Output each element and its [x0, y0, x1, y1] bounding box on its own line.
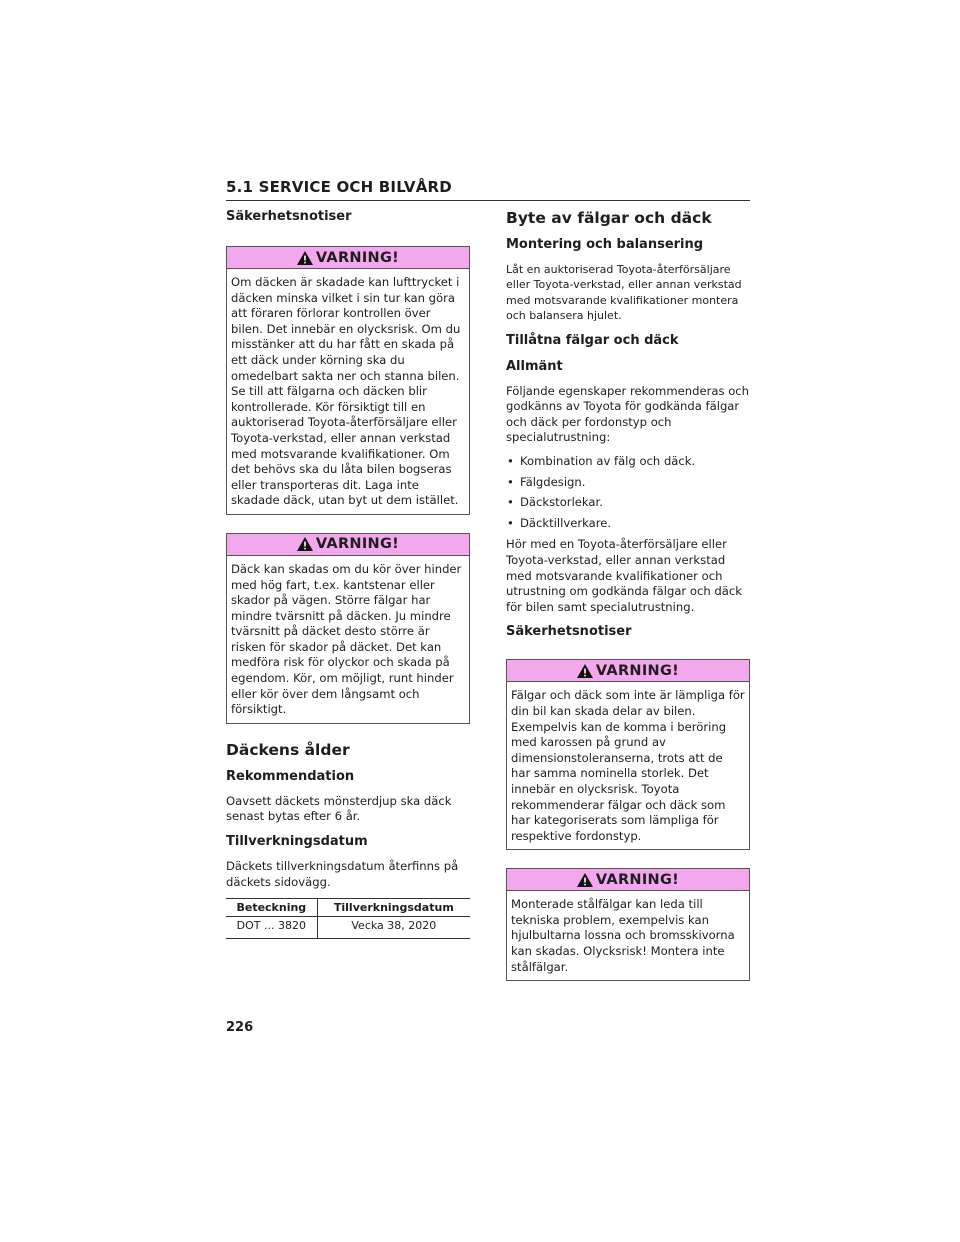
mounting-text: Låt en auktoriserad Toyota-återförsäljare eller Toyota-verkstad, eller annan verkstad med motsvarande kvalifikationer montera och balansera hjulet. [506, 263, 742, 323]
warning-label: VARNING! [595, 871, 680, 888]
table-cell: DOT ... 3820 [226, 917, 317, 939]
page-number: 226 [226, 1020, 254, 1035]
table-header-row [226, 899, 470, 917]
warning-header [227, 534, 469, 556]
warning-header [227, 247, 469, 269]
requirements-list [506, 454, 750, 531]
list-item: • Kombination av fälg och däck. [506, 454, 750, 470]
table-row [226, 917, 470, 939]
warning-text: Däck kan skadas om du kör över hinder med hög fart, t.ex. kantstenar eller skador på vägen. Större fälgar har mindre tvärsnitt på däcken. Ju mindre tvärsnitt på däcket desto större är risken för skador på däcket. Det kan medföra risk för olyckor och skada på egendom. Kör, om möjligt, runt hinder eller kör över dem långsamt och försiktigt. [231, 561, 462, 717]
warning-text: Monterade stålfälgar kan leda till tekniska problem, exempelvis kan hjulbultarna lossna och bromsskivorna kan skadas. Olycksrisk! Montera inte stålfälgar. [511, 897, 735, 974]
warning-header [507, 869, 749, 891]
table-header-cell: Tillverkningsdatum [317, 899, 470, 917]
warning-header [507, 660, 749, 682]
right-column [506, 208, 750, 997]
recommendation-text: Oavsett däckets mönsterdjup ska däck senast bytas efter 6 år. [226, 793, 452, 824]
warning-triangle-icon [577, 873, 593, 887]
warning-box-tire-damage [226, 246, 470, 515]
warning-triangle-icon [297, 251, 313, 265]
warning-label: VARNING! [315, 536, 400, 553]
safety-notices-heading: Säkerhetsnotiser [226, 209, 352, 224]
recommendation-heading: Rekommendation [226, 768, 355, 784]
manufacture-date-heading: Tillverkningsdatum [226, 834, 368, 850]
contact-text: Hör med en Toyota-återförsäljare eller Toyota-verkstad, eller annan verkstad med motsvarande kvalifikationer och utrustning om godkända fälgar och däck för bilen samt specialutrustning. [506, 537, 742, 614]
warning-box-unsuitable-rims [506, 659, 750, 850]
warning-label: VARNING! [595, 662, 680, 679]
table-cell: Vecka 38, 2020 [317, 917, 470, 939]
list-item: • Däcktillverkare. [506, 516, 750, 532]
rim-tire-change-heading: Byte av fälgar och däck [506, 209, 712, 227]
warning-triangle-icon [297, 537, 313, 551]
list-item: • Fälgdesign. [506, 475, 750, 491]
left-column [226, 208, 470, 939]
tire-age-heading: Däckens ålder [226, 740, 350, 759]
general-text: Följande egenskaper rekommenderas och godkänns av Toyota för godkända fälgar och däck per fordonstyp och specialutrustning: [506, 383, 750, 445]
warning-triangle-icon [577, 664, 593, 678]
mounting-heading: Montering och balansering [506, 237, 704, 252]
list-item: • Däckstorlekar. [506, 495, 750, 511]
warning-box-steel-rims [506, 868, 750, 981]
manufacture-date-text: Däckets tillverkningsdatum återfinns på däckets sidovägg. [226, 859, 459, 889]
warning-text: Fälgar och däck som inte är lämpliga för din bil kan skada delar av bilen. Exempelvis kan de komma i beröring med karossen på grund av dimensionstoleranserna, trots att de har samma nominella storlek. Det innebär en olycksrisk. Toyota rekommenderar fälgar och däck som har kategoriserats som lämpliga för respektive fordonstyp. [511, 688, 745, 843]
safety-notices-heading-right: Säkerhetsnotiser [506, 624, 632, 640]
dot-table [226, 898, 470, 939]
general-heading: Allmänt [506, 358, 563, 374]
warning-label: VARNING! [315, 249, 400, 266]
section-header: 5.1 SERVICE OCH BILVÅRD [226, 178, 750, 201]
warning-text: Om däcken är skadade kan lufttrycket i däcken minska vilket i sin tur kan göra att föraren förlorar kontrollen över bilen. Det innebär en olycksrisk. Om du misstänker att du har fått en skada på ett däck under körning ska du omedelbart sakta ner och stanna bilen. Se till att fälgarna och däcken blir kontrollerade. Kör försiktigt till en auktoriserad Toyota-återförsäljare eller Toyota-verkstad, eller annan verkstad med motsvarande kvalifikationer. Om det behövs ska du låta bilen bogseras eller transporteras dit. Laga inte skadade däck, utan byt ut dem istället. [231, 275, 461, 508]
warning-box-obstacles [226, 533, 470, 724]
allowed-rims-heading: Tillåtna fälgar och däck [506, 332, 679, 348]
table-header-cell: Beteckning [226, 899, 317, 917]
